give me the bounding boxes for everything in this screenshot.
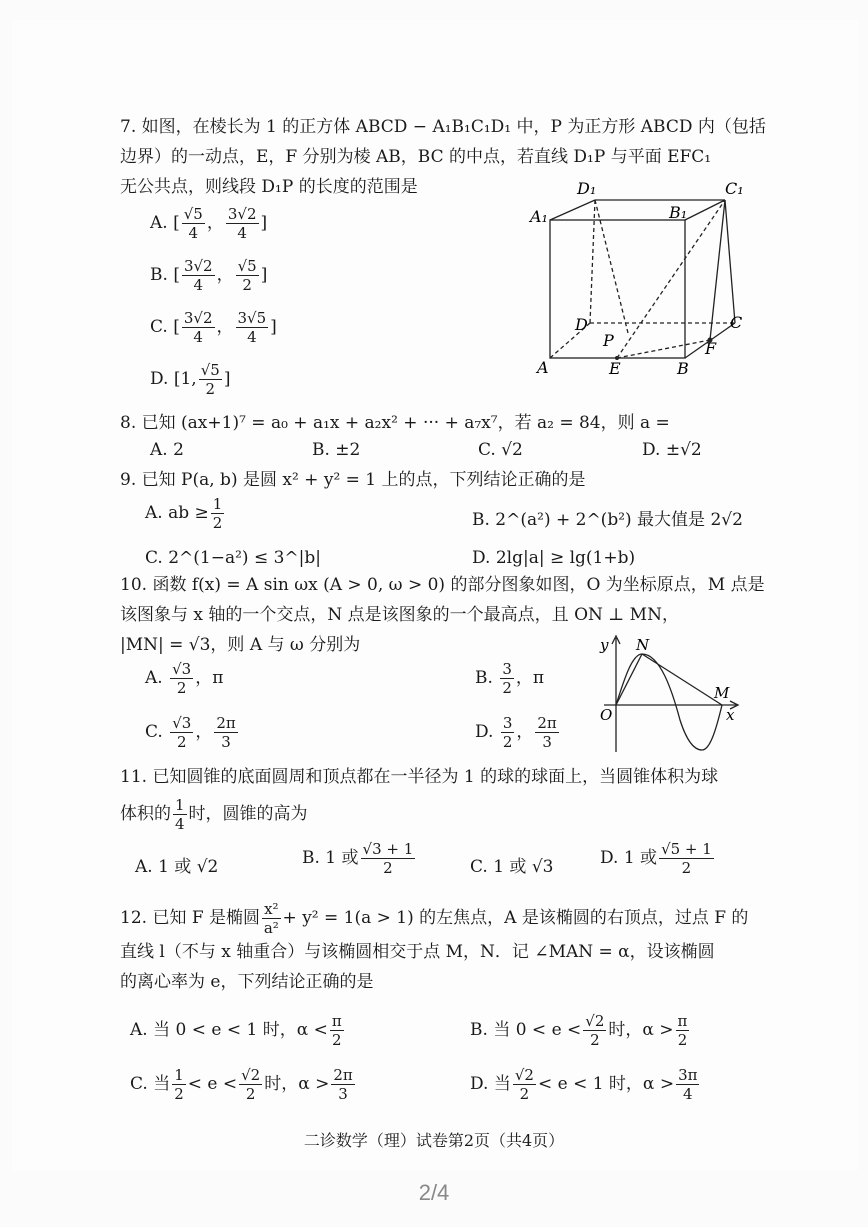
label-b: B bbox=[677, 359, 689, 378]
edge-dd1 bbox=[590, 200, 595, 323]
question-11: 11. 已知圆锥的底面圆周和顶点都在一半径为 1 的球的球面上，当圆锥体积为球 体积的 $\frac{1}{4}$ 时，圆锥的高为 bbox=[120, 767, 719, 833]
question-text: 函数 f(x) = A sin ωx (A > 0, ω > 0) 的部分图象如图，O 为坐标原点，M 点是 bbox=[152, 575, 765, 595]
q8-option-a: A. 2 bbox=[150, 440, 184, 460]
q10-option-a: A. $\frac{√3}{2}$ ，π bbox=[145, 660, 224, 697]
label-f: F bbox=[705, 339, 717, 358]
q11-option-b: B. 1 或 $\frac{√3 + 1}{2}$ bbox=[302, 840, 414, 877]
sine-curve bbox=[616, 654, 722, 750]
q8-option-c: C. √2 bbox=[478, 440, 523, 460]
segment-ef bbox=[617, 340, 710, 358]
question-text: 已知 P(a, b) 是圆 x² + y² = 1 上的点，下列结论正确的是 bbox=[141, 470, 586, 490]
q12-option-d: D. 当 $\frac{√2}{2}$ < e < 1 时，α > $\frac{3\pi}{4}$ bbox=[470, 1066, 698, 1103]
label-b1: B₁ bbox=[669, 203, 688, 222]
label-a: A bbox=[537, 358, 549, 377]
q11-option-c: C. 1 或 √3 bbox=[470, 857, 554, 877]
question-9: 9. 已知 P(a, b) 是圆 x² + y² = 1 上的点，下列结论正确的是 bbox=[120, 470, 586, 490]
label-c: C bbox=[730, 313, 743, 332]
q7-option-d: D. [1, $\frac{√5}{2}$ ] bbox=[150, 361, 231, 398]
q7-option-b: B. [ $\frac{3√2}{4}$ ， $\frac{√5}{2}$ ] bbox=[150, 257, 268, 294]
segment-fc1 bbox=[710, 200, 725, 340]
question-text: 无公共点，则线段 D₁P 的长度的范围是 bbox=[120, 177, 418, 197]
q11-option-a: A. 1 或 √2 bbox=[135, 857, 219, 877]
q9-option-c: C. 2^(1−a²) ≤ 3^|b| bbox=[145, 548, 321, 568]
question-text: 边界）的一动点，E，F 分别为棱 AB，BC 的中点，若直线 D₁P 与平面 EFC₁ bbox=[120, 147, 712, 167]
q12-option-b: B. 当 0 < e < $\frac{√2}{2}$ 时，α > $\frac{\pi}{2}$ bbox=[470, 1012, 688, 1049]
q9-option-b: B. 2^(a²) + 2^(b²) 最大值是 2√2 bbox=[472, 510, 743, 530]
question-number: 7. bbox=[120, 117, 137, 137]
label-d1: D₁ bbox=[577, 179, 597, 198]
label-p: P bbox=[603, 331, 614, 350]
q9-option-a: A. ab ≥ $\frac{1}{2}$ bbox=[145, 495, 223, 532]
label-n: N bbox=[636, 636, 650, 654]
edge-c1c bbox=[725, 200, 735, 323]
label-x: x bbox=[726, 706, 735, 724]
segment-nm bbox=[642, 654, 722, 705]
question-text: 如图，在棱长为 1 的正方体 ABCD − A₁B₁C₁D₁ 中，P 为正方形 ABCD 内（包括 bbox=[141, 117, 766, 137]
question-text: 已知 (ax+1)⁷ = a₀ + a₁x + a₂x² + ··· + a₇x⁷，若 a₂ = 84，则 a = bbox=[141, 413, 670, 433]
segment-ec1 bbox=[617, 200, 725, 358]
label-y: y bbox=[600, 636, 609, 654]
edge-a1d1 bbox=[550, 200, 595, 220]
sine-graph-figure bbox=[590, 630, 750, 755]
question-10: 10. 函数 f(x) = A sin ωx (A > 0, ω > 0) 的部分图象如图，O 为坐标原点，M 点是 该图象与 x 轴的一个交点，N 点是该图象的一个最高点，且 ON ⊥ MN， |MN| = √3，则 A 与 ω 分别为 bbox=[120, 575, 765, 655]
question-text: 直线 l（不与 x 轴重合）与该椭圆相交于点 M，N．记 ∠MAN = α，设该椭圆 bbox=[120, 942, 715, 962]
question-text: 的离心率为 e，下列结论正确的是 bbox=[120, 972, 374, 992]
q12-option-a: A. 当 0 < e < 1 时，α < $\frac{\pi}{2}$ bbox=[130, 1012, 342, 1049]
q10-option-d: D. $\frac{3}{2}$ ， $\frac{2\pi}{3}$ bbox=[475, 714, 557, 751]
edge-b1c1 bbox=[685, 200, 725, 220]
label-o: O bbox=[600, 706, 613, 724]
cube-figure bbox=[525, 178, 760, 378]
question-text: |MN| = √3，则 A 与 ω 分别为 bbox=[120, 635, 361, 655]
label-d: D bbox=[575, 315, 588, 334]
q12-option-c: C. 当 $\frac{1}{2}$ < e < $\frac{√2}{2}$ 时，α > $\frac{2\pi}{3}$ bbox=[130, 1066, 353, 1103]
label-a1: A₁ bbox=[530, 207, 548, 226]
q7-option-a: A. [ $\frac{√5}{4}$ ， $\frac{3√2}{4}$ ] bbox=[150, 205, 268, 242]
q9-option-d: D. 2lg|a| ≥ lg(1+b) bbox=[472, 548, 636, 568]
segment-on bbox=[616, 654, 642, 705]
label-e: E bbox=[609, 359, 621, 378]
q7-option-c: C. [ $\frac{3√2}{4}$ ， $\frac{3√5}{4}$ ] bbox=[150, 309, 277, 346]
question-text: 已知圆锥的底面圆周和顶点都在一半径为 1 的球的球面上，当圆锥体积为球 bbox=[152, 767, 719, 787]
q10-option-b: B. $\frac{3}{2}$ ，π bbox=[475, 660, 545, 697]
label-m: M bbox=[714, 684, 730, 702]
page-indicator: 2/4 bbox=[418, 1180, 450, 1205]
question-8: 8. 已知 (ax+1)⁷ = a₀ + a₁x + a₂x² + ··· + a₇x⁷，若 a₂ = 84，则 a = bbox=[120, 413, 670, 433]
q10-option-c: C. $\frac{√3}{2}$ ， $\frac{2\pi}{3}$ bbox=[145, 714, 236, 751]
q11-option-d: D. 1 或 $\frac{√5 + 1}{2}$ bbox=[600, 840, 712, 877]
page-footer: 二诊数学（理）试卷第2页（共4页） bbox=[303, 1131, 565, 1150]
question-text: 该图象与 x 轴的一个交点，N 点是该图象的一个最高点，且 ON ⊥ MN， bbox=[120, 605, 679, 625]
q8-option-d: D. ±√2 bbox=[642, 440, 702, 460]
question-12: 12. 已知 F 是椭圆 $\frac{\text{x²}}{\text{a²}}$ + y² = 1(a > 1) 的左焦点，A 是该椭圆的右顶点，过点 F 的 直线 l（不与 x 轴重合）与该椭圆相交于点 M，N．记 ∠MAN = α，设该椭圆 的离心率为 e，下列结论正确的是 bbox=[120, 900, 749, 992]
q8-option-b: B. ±2 bbox=[312, 440, 361, 460]
label-c1: C₁ bbox=[725, 179, 744, 198]
